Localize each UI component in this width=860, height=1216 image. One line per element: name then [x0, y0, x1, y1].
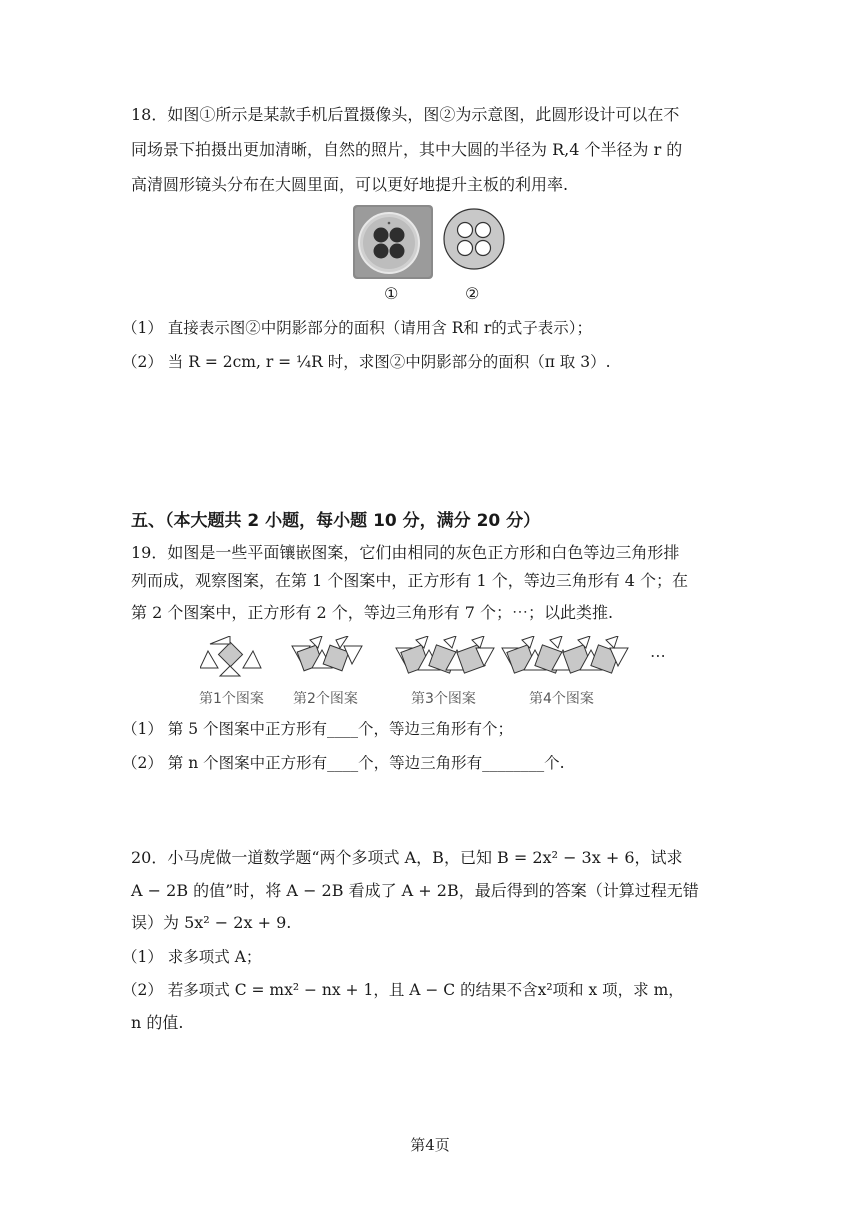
q18-line-1: 18．如图①所示是某款手机后置摄像头，图②为示意图，此圆形设计可以在不: [131, 105, 680, 124]
pattern-caption-4: 第4个图案: [529, 691, 594, 707]
figure-label-2: ②: [465, 284, 480, 303]
q18-sub-2: （2） 当 R = 2cm, r = ¼R 时，求图②中阴影部分的面积（π 取 3）.: [122, 353, 611, 371]
pattern-4: [502, 636, 628, 673]
camera-photo-figure: [353, 205, 433, 283]
pattern-2: [292, 636, 362, 671]
pattern-caption-2: 第2个图案: [293, 691, 358, 707]
q19-sub-2: （2） 第 n 个图案中正方形有____个，等边三角形有________个.: [122, 754, 565, 772]
q18-line-2: 同场景下拍摄出更加清晰，自然的照片，其中大圆的半径为 R,4 个半径为 r 的: [131, 140, 683, 159]
q20-line-1: 20．小马虎做一道数学题“两个多项式 A，B，已知 B = 2x² − 3x + 6，试求: [131, 848, 683, 867]
section-5-heading: 五、（本大题共 2 小题，每小题 10 分，满分 20 分）: [131, 511, 541, 531]
tessellation-patterns-figure: [200, 636, 680, 690]
q19-line-2: 列而成，观察图案，在第 1 个图案中，正方形有 1 个，等边三角形有 4 个；在: [131, 571, 689, 590]
q20-line-2: A − 2B 的值”时，将 A − 2B 看成了 A + 2B，最后得到的答案（计算过程无错: [131, 881, 699, 900]
q20-sub-2-line-1: （2） 若多项式 C = mx² − nx + 1，且 A − C 的结果不含x²项和 x 项，求 m，: [122, 981, 684, 999]
pattern-1: [200, 636, 261, 676]
camera-diagram-figure: [442, 207, 506, 275]
figure-label-1: ①: [384, 284, 399, 303]
pattern-3: [396, 636, 494, 673]
q20-sub-2-line-2: n 的值.: [131, 1013, 184, 1032]
page-number: 第4页: [410, 1136, 450, 1154]
q19-line-1: 19．如图是一些平面镶嵌图案，它们由相同的灰色正方形和白色等边三角形排: [131, 543, 680, 562]
pattern-caption-3: 第3个图案: [411, 691, 476, 707]
q20-sub-1: （1） 求多项式 A；: [122, 948, 262, 966]
q18-sub-1: （1） 直接表示图②中阴影部分的面积（请用含 R和 r的式子表示）；: [122, 319, 592, 337]
pattern-caption-1: 第1个图案: [199, 691, 264, 707]
pattern-ellipsis: ⋯: [650, 646, 666, 665]
q20-line-3: 误）为 5x² − 2x + 9.: [131, 913, 292, 932]
q19-line-3: 第 2 个图案中，正方形有 2 个，等边三角形有 7 个；⋯；以此类推.: [131, 603, 614, 622]
q18-line-3: 高清圆形镜头分布在大圆里面，可以更好地提升主板的利用率.: [131, 175, 569, 194]
q19-sub-1: （1） 第 5 个图案中正方形有____个，等边三角形有个；: [122, 720, 514, 738]
